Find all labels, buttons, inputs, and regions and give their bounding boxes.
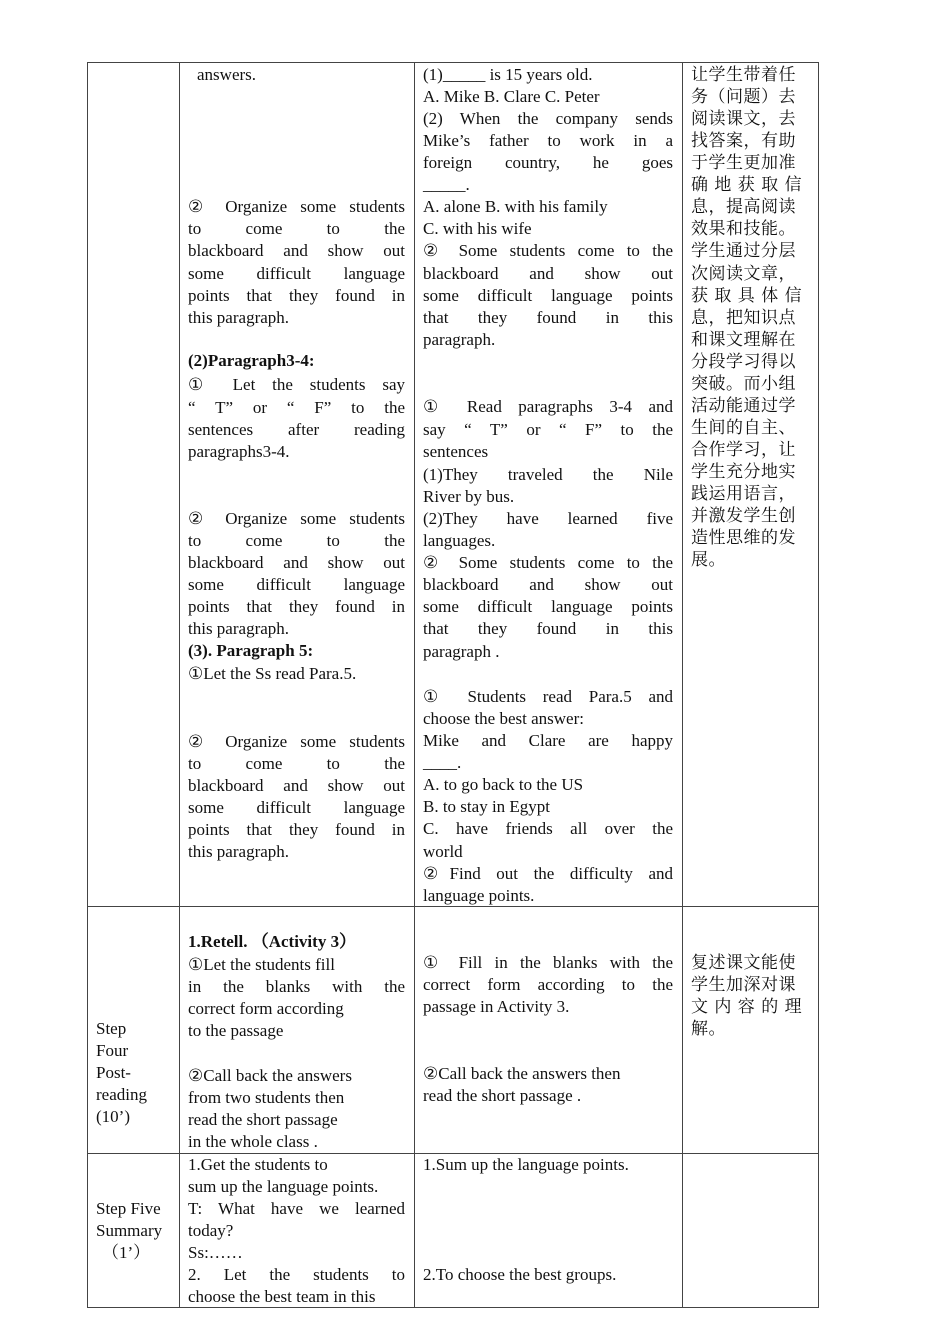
text-line: in the blanks with the	[188, 977, 405, 996]
table-divider-1	[179, 62, 180, 1308]
text-line: some difficult language	[188, 798, 405, 817]
text-line: some difficult language points	[423, 597, 673, 616]
text-line: “ T” or “ F” to the	[188, 398, 405, 417]
table-divider-3	[682, 62, 683, 1308]
text-line: 和课文理解在	[691, 330, 796, 350]
text-line: sum up the language points.	[188, 1177, 379, 1196]
text-line: that they found in this	[423, 308, 673, 327]
text-line: 2.To choose the best groups.	[423, 1265, 617, 1284]
text-line: 于学生更加准	[691, 153, 796, 173]
text-line: 学生通过分层	[691, 241, 796, 261]
table-border-left	[87, 62, 88, 1308]
text-line: 息，把知识点	[691, 308, 796, 328]
text-line: this paragraph.	[188, 619, 290, 638]
text-line: ②Call back the answers	[188, 1066, 352, 1085]
text-line: River by bus.	[423, 487, 515, 506]
text-line: A. Mike B. Clare C. Peter	[423, 87, 600, 106]
text-line: sentences	[423, 442, 489, 461]
text-line: 让学生带着任	[691, 65, 796, 85]
text-line: this paragraph.	[188, 842, 290, 861]
text-line: ② Organize some students	[188, 732, 405, 751]
text-line: to come to the	[188, 754, 405, 773]
section-heading: (3). Paragraph 5:	[188, 641, 314, 660]
text-line: (2)They have learned five	[423, 509, 673, 528]
text-line: 活动能通过学	[691, 396, 796, 416]
text-line: read the short passage .	[423, 1086, 582, 1105]
text-line: A. to go back to the US	[423, 775, 584, 794]
text-line: ① Read paragraphs 3-4 and	[423, 397, 673, 416]
text-line: 学生充分地实	[691, 462, 796, 482]
text-line: 确 地 获 取 信	[691, 175, 803, 195]
text-line: paragraph.	[423, 330, 496, 349]
text-line: ①Let the Ss read Para.5.	[188, 664, 357, 683]
text-line: 效果和技能。	[691, 219, 796, 239]
text-line: 并激发学生创	[691, 506, 796, 526]
text-line: 获 取 具 体 信	[691, 286, 803, 306]
text-line: to come to the	[188, 531, 405, 550]
text-line: some difficult language points	[423, 286, 673, 305]
text-line: 学生加深对课	[691, 975, 796, 995]
text-line: B. to stay in Egypt	[423, 797, 551, 816]
text-line: today?	[188, 1221, 234, 1240]
text-line: 合作学习，让	[691, 440, 796, 460]
text-line: ② Organize some students	[188, 509, 405, 528]
step-label: （1’）	[102, 1243, 151, 1262]
text-line: to come to the	[188, 219, 405, 238]
text-line: 阅读课文，去	[691, 109, 796, 129]
step-label: (10’)	[96, 1107, 130, 1126]
text-line: that they found in this	[423, 619, 673, 638]
text-line: 务（问题）去	[691, 87, 796, 107]
text-line: 复述课文能使	[691, 953, 796, 973]
text-line: Mike’s father to work in a	[423, 131, 673, 150]
text-line: some difficult language	[188, 264, 405, 283]
text-line: read the short passage	[188, 1110, 338, 1129]
text-line: paragraphs3-4.	[188, 442, 290, 461]
text-line: 息，提高阅读	[691, 197, 796, 217]
table-border-right	[818, 62, 819, 1308]
text-line: points that they found in	[188, 286, 405, 305]
text-line: 分段学习得以	[691, 352, 796, 372]
table-divider-2	[414, 62, 415, 1308]
text-line: C. with his wife	[423, 219, 532, 238]
section-heading: (2)Paragraph3-4:	[188, 351, 315, 370]
text-line: correct form according	[188, 999, 344, 1018]
text-line: (1)They traveled the Nile	[423, 465, 673, 484]
text-line: 生间的自主、	[691, 418, 796, 438]
text-line: this paragraph.	[188, 308, 290, 327]
text-line: ②Call back the answers then	[423, 1064, 621, 1083]
text-line: from two students then	[188, 1088, 345, 1107]
step-label: Step	[96, 1019, 127, 1038]
text-line: ____.	[423, 753, 462, 772]
text-line: choose the best team in this	[188, 1287, 376, 1306]
text-line: ① Fill in the blanks with the	[423, 953, 673, 972]
table-border-top	[87, 62, 819, 63]
text-line: 解。	[691, 1019, 726, 1039]
text-line: some difficult language	[188, 575, 405, 594]
text-line: 造性思维的发	[691, 528, 796, 548]
text-line: A. alone B. with his family	[423, 197, 608, 216]
text-line: points that they found in	[188, 820, 405, 839]
text-line: 次阅读文章，	[691, 264, 796, 284]
text-line: 践运用语言，	[691, 484, 796, 504]
text-line: blackboard and show out	[423, 575, 673, 594]
step-label: Four	[96, 1041, 129, 1060]
text-line: ② Some students come to the	[423, 241, 673, 260]
text-line: 2. Let the students to	[188, 1265, 405, 1284]
text-line: correct form according to the	[423, 975, 673, 994]
text-line: 文 内 容 的 理	[691, 997, 803, 1017]
text-line: choose the best answer:	[423, 709, 584, 728]
text-line: blackboard and show out	[188, 553, 405, 572]
text-line: ① Let the students say	[188, 375, 405, 394]
text-line: to the passage	[188, 1021, 284, 1040]
text-line: blackboard and show out	[423, 264, 673, 283]
text-line: passage in Activity 3.	[423, 997, 570, 1016]
text-line: ②Find out the difficulty and	[423, 864, 673, 883]
text-line: ② Some students come to the	[423, 553, 673, 572]
text-line: C. have friends all over the	[423, 819, 673, 838]
text-line: ①Let the students fill	[188, 955, 335, 974]
text-line: 1.Sum up the language points.	[423, 1155, 629, 1174]
text-line: world	[423, 842, 463, 861]
text-line: 展。	[691, 550, 726, 570]
text-line: 找答案，有助	[691, 131, 796, 151]
text-line: (2) When the company sends	[423, 109, 673, 128]
text-line: (1)_____ is 15 years old.	[423, 65, 593, 84]
step-label: reading	[96, 1085, 147, 1104]
text-line: answers.	[197, 65, 257, 84]
text-line: sentences after reading	[188, 420, 405, 439]
text-line: _____.	[423, 175, 470, 194]
step-label: Step Five	[96, 1199, 161, 1218]
text-line: 1.Get the students to	[188, 1155, 328, 1174]
text-line: blackboard and show out	[188, 241, 405, 260]
text-line: Mike and Clare are happy	[423, 731, 673, 750]
text-line: ② Organize some students	[188, 197, 405, 216]
text-line: language points.	[423, 886, 535, 905]
text-line: in the whole class .	[188, 1132, 318, 1151]
text-line: points that they found in	[188, 597, 405, 616]
text-line: languages.	[423, 531, 496, 550]
step-label: Summary	[96, 1221, 163, 1240]
text-line: 突破。而小组	[691, 374, 796, 394]
text-line: paragraph .	[423, 642, 500, 661]
text-line: T: What have we learned	[188, 1199, 405, 1218]
text-line: say “ T” or “ F” to the	[423, 420, 673, 439]
text-line: Ss:……	[188, 1243, 243, 1262]
text-line: blackboard and show out	[188, 776, 405, 795]
section-heading: 1.Retell. （Activity 3）	[188, 932, 357, 951]
text-line: foreign country, he goes	[423, 153, 673, 172]
step-label: Post-	[96, 1063, 131, 1082]
text-line: ① Students read Para.5 and	[423, 687, 673, 706]
